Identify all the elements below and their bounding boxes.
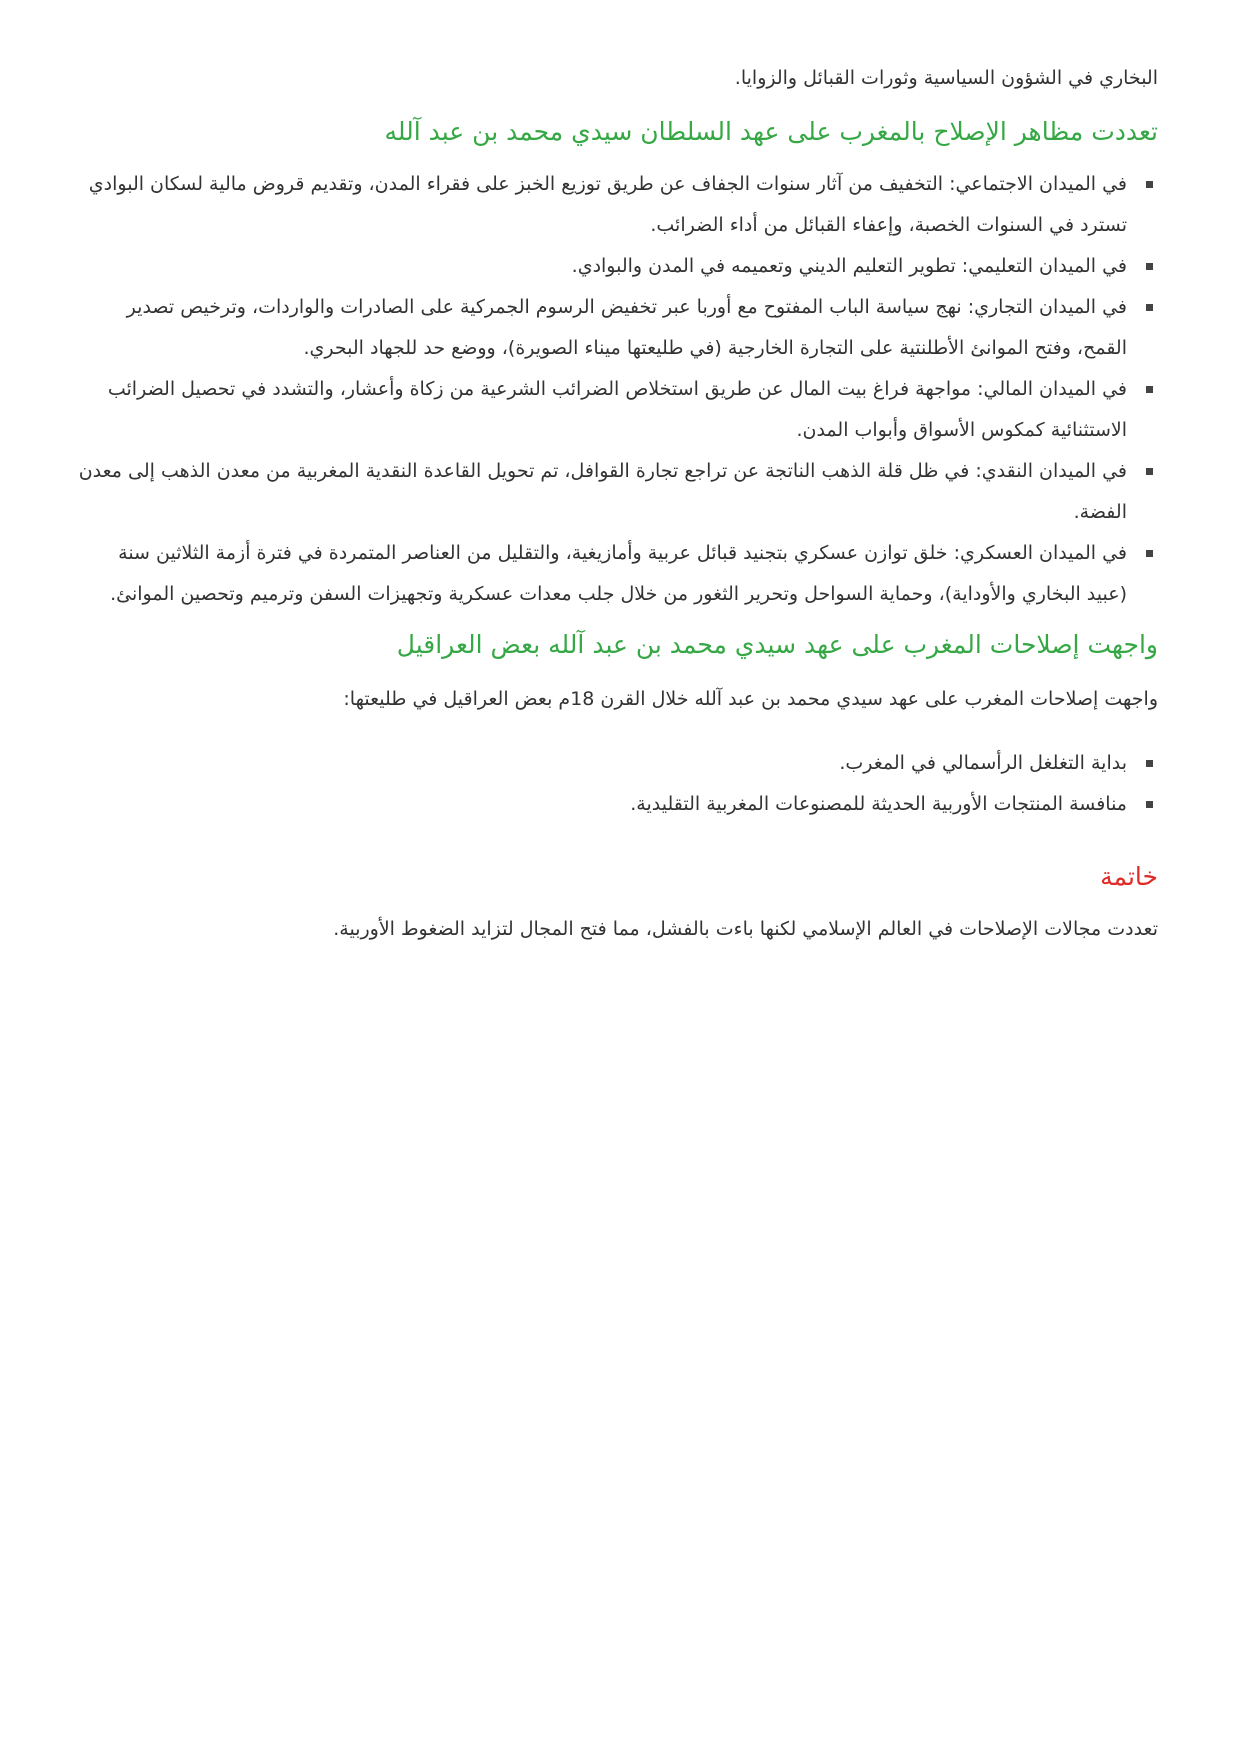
list-item-text: في الميدان الاجتماعي: التخفيف من آثار سنوات الجفاف عن طريق توزيع الخبز على فقراء المدن، وتقديم قروض مالية لسكان البوادي تسترد في السنوات الخصبة، وإعفاء القبائل من أداء الضرائب. bbox=[88, 173, 1127, 236]
section1-list bbox=[78, 164, 1158, 615]
list-item bbox=[78, 451, 1158, 533]
square-bullet-icon bbox=[1146, 181, 1153, 188]
conclusion-text: تعددت مجالات الإصلاحات في العالم الإسلامي لكنها باءت بالفشل، مما فتح المجال لتزايد الضغوط الأوربية. bbox=[333, 918, 1158, 940]
list-item-text: في الميدان المالي: مواجهة فراغ بيت المال عن طريق استخلاص الضرائب الشرعية من زكاة وأعشار، والتشدد في تحصيل الضرائب الاستثنائية كمكوس الأسواق وأبواب المدن. bbox=[107, 378, 1127, 441]
list-item-text: منافسة المنتجات الأوربية الحديثة للمصنوعات المغربية التقليدية. bbox=[630, 793, 1127, 815]
square-bullet-icon bbox=[1146, 801, 1153, 808]
square-bullet-icon bbox=[1146, 468, 1153, 475]
section2-list bbox=[78, 743, 1158, 825]
list-item-text: في الميدان التجاري: نهج سياسة الباب المفتوح مع أوربا عبر تخفيض الرسوم الجمركية على الصادرات والواردات، وترخيص تصدير القمح، وفتح الموانئ الأطلنتية على التجارة الخارجية (في طليعتها ميناء الصويرة)، ووضع حد للجهاد البحري. bbox=[126, 296, 1127, 359]
list-item bbox=[78, 784, 1158, 825]
list-item bbox=[78, 287, 1158, 369]
square-bullet-icon bbox=[1146, 760, 1153, 767]
square-bullet-icon bbox=[1146, 304, 1153, 311]
list-item bbox=[78, 533, 1158, 615]
document-page bbox=[78, 58, 1158, 949]
square-bullet-icon bbox=[1146, 550, 1153, 557]
list-item bbox=[78, 164, 1158, 246]
list-item bbox=[78, 743, 1158, 784]
square-bullet-icon bbox=[1146, 386, 1153, 393]
square-bullet-icon bbox=[1146, 263, 1153, 270]
conclusion-heading: خاتمة bbox=[1100, 862, 1158, 891]
list-item-text: بداية التغلغل الرأسمالي في المغرب. bbox=[839, 752, 1127, 774]
section2-heading: واجهت إصلاحات المغرب على عهد سيدي محمد بن عبد آلله بعض العراقيل bbox=[396, 630, 1158, 659]
list-item-text: في الميدان العسكري: خلق توازن عسكري بتجنيد قبائل عربية وأمازيغية، والتقليل من العناصر المتمردة في فترة أزمة الثلاثين سنة (عبيد البخاري والأوداية)، وحماية السواحل وتحرير الثغور من خلال جلب معدات عسكرية وتجهيزات السفن وترميم وتحصين الموانئ. bbox=[110, 542, 1127, 605]
list-item-text: في الميدان النقدي: في ظل قلة الذهب الناتجة عن تراجع تجارة القوافل، تم تحويل القاعدة النقدية المغربية من معدن الذهب إلى معدن الفضة. bbox=[78, 460, 1127, 523]
list-item bbox=[78, 246, 1158, 287]
intro-line: البخاري في الشؤون السياسية وثورات القبائل والزوايا. bbox=[734, 67, 1158, 89]
section2-intro: واجهت إصلاحات المغرب على عهد سيدي محمد بن عبد آلله خلال القرن 18م بعض العراقيل في طليعتها: bbox=[343, 688, 1158, 710]
list-item bbox=[78, 369, 1158, 451]
list-item-text: في الميدان التعليمي: تطوير التعليم الديني وتعميمه في المدن والبوادي. bbox=[571, 255, 1127, 277]
section1-heading: تعددت مظاهر الإصلاح بالمغرب على عهد السلطان سيدي محمد بن عبد آلله bbox=[384, 117, 1158, 146]
